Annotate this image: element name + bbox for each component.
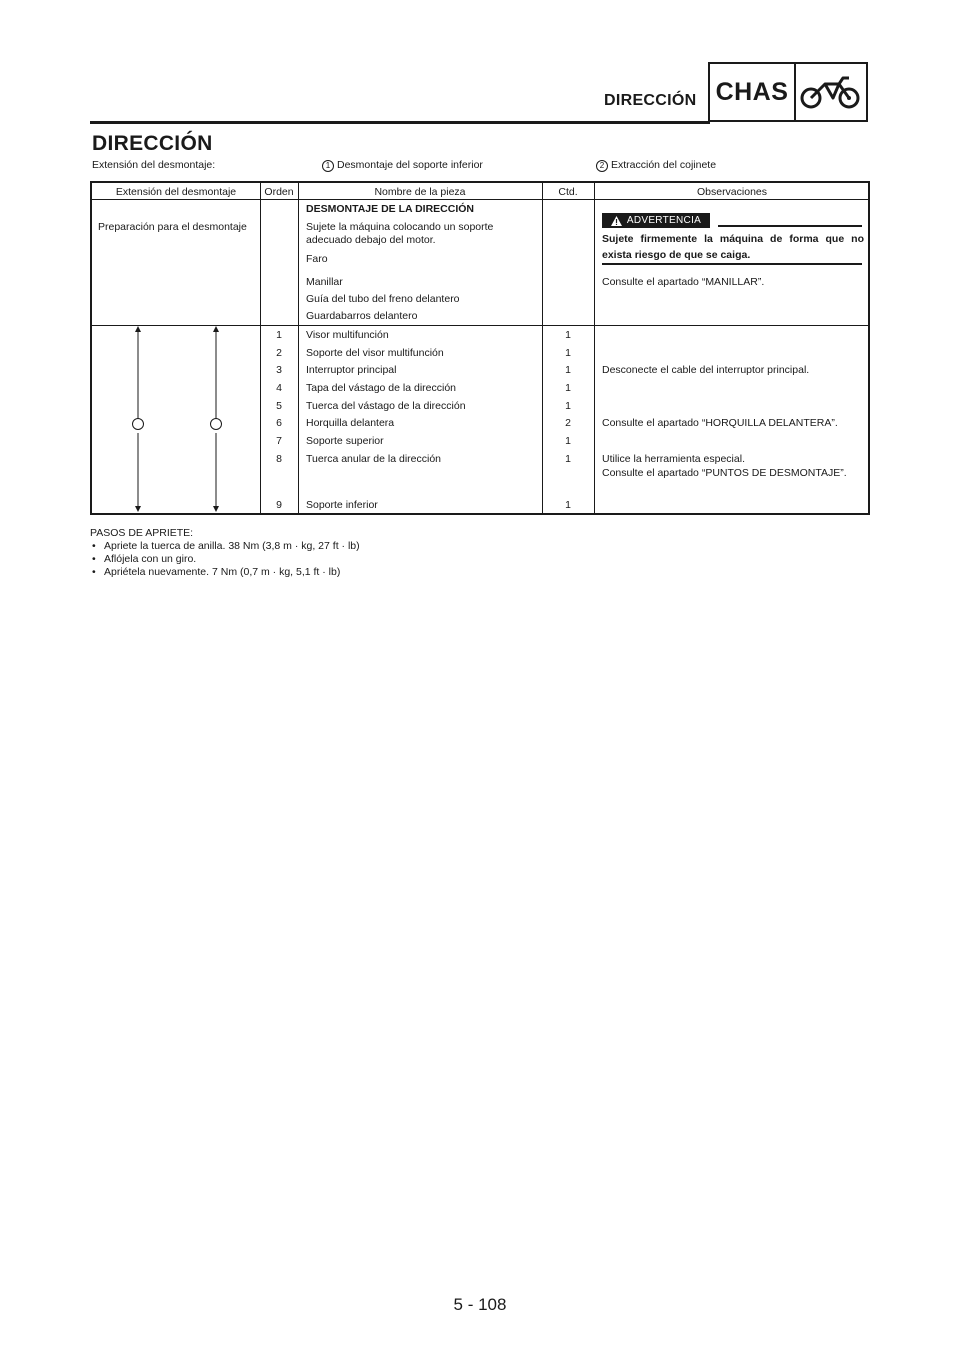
chapter-badge [708,62,868,122]
row-part-name: Soporte del visor multifunción [306,347,444,359]
row-order: 8 [276,453,282,465]
header-extent: Extensión del desmontaje [115,186,237,198]
row-part-name: Soporte inferior [306,499,378,511]
row-qty: 1 [565,400,571,412]
extent-item-2 [596,159,716,172]
row-part-name: Tuerca del vástago de la dirección [306,400,466,412]
row-qty: 1 [565,382,571,394]
row-note: Consulte el apartado “HORQUILLA DELANTERA”. [602,417,838,429]
warning-label: ADVERTENCIA [626,215,702,226]
prep-heading: DESMONTAJE DE LA DIRECCIÓN [306,203,475,215]
warning-icon [611,216,622,226]
col-divider [594,183,595,513]
row-qty: 2 [565,417,571,429]
tightening-step: • Aflójela con un giro. [90,553,360,566]
row-qty: 1 [565,453,571,465]
row-order: 4 [276,382,282,394]
header-notes: Observaciones [696,186,768,198]
col-divider [260,183,261,513]
section-header-title: DIRECCIÓN [604,92,697,109]
col-divider [298,183,299,513]
extent-item-1 [322,159,483,172]
extent-label: Extensión del desmontaje: [92,159,216,171]
row-qty: 1 [565,364,571,376]
tightening-heading: PASOS DE APRIETE: [90,527,194,539]
prep-part: Guía del tubo del freno delantero [306,293,460,305]
row-part-name: Soporte superior [306,435,384,447]
tightening-step: • Apriétela nuevamente. 7 Nm (0,7 m · kg, 5,1 ft · lb) [90,566,360,579]
marker-2-icon: 2 [596,160,608,172]
row-part-name: Tuerca anular de la dirección [306,453,442,465]
col-divider [542,183,543,513]
prep-part: Sujete la máquina colocando un soporte adecuado debajo del motor. [306,221,494,246]
header-order: Orden [264,186,294,198]
tightening-step: • Apriete la tuerca de anilla. 38 Nm (3,8 m · kg, 27 ft · lb) [90,540,360,553]
row-part-name: Visor multifunción [306,329,389,341]
row-order: 7 [276,435,282,447]
row-order: 5 [276,400,282,412]
header-part: Nombre de la pieza [374,186,466,198]
row-order: 1 [276,329,282,341]
header-divider [92,199,868,200]
range-arrows [92,323,260,513]
row-part-name: Interruptor principal [306,364,397,376]
disassembly-table [90,181,870,515]
warning-rule [718,225,862,227]
page-number: 5 - 108 [453,1295,507,1314]
warning-text: Sujete firmemente la máquina de forma que no exista riesgo de que se caiga. [602,233,864,261]
extent-item-2-text: Extracción del cojinete [611,159,717,171]
header-qty: Ctd. [558,186,578,198]
prep-extent: Preparación para el desmontaje [98,221,247,233]
row-qty: 1 [565,435,571,447]
prep-part: Faro [306,253,328,265]
row-note: Consulte el apartado “PUNTOS DE DESMONTAJE”. [602,467,847,479]
range-marker-2 [210,418,222,430]
warning-rule [602,263,862,265]
marker-1-icon: 1 [322,160,334,172]
motorcycle-icon [796,64,866,120]
row-order: 9 [276,499,282,511]
note-manillar: Consulte el apartado “MANILLAR”. [602,276,765,288]
page-title: DIRECCIÓN [92,132,213,155]
row-part-name: Tapa del vástago de la dirección [306,382,457,394]
row-note: Desconecte el cable del interruptor principal. [602,364,810,376]
prep-part: Guardabarros delantero [306,310,418,322]
row-qty: 1 [565,329,571,341]
row-order: 2 [276,347,282,359]
row-qty: 1 [565,347,571,359]
row-note: Utilice la herramienta especial. [602,453,745,465]
header-rule [90,121,710,124]
chapter-badge-label: CHAS [710,64,796,120]
row-qty: 1 [565,499,571,511]
tightening-steps [90,527,360,579]
extent-item-1-text: Desmontaje del soporte inferior [337,159,483,171]
warning-badge [602,213,710,228]
row-order: 6 [276,417,282,429]
range-marker-1 [132,418,144,430]
prep-part: Manillar [306,276,343,288]
row-order: 3 [276,364,282,376]
row-part-name: Horquilla delantera [306,417,395,429]
